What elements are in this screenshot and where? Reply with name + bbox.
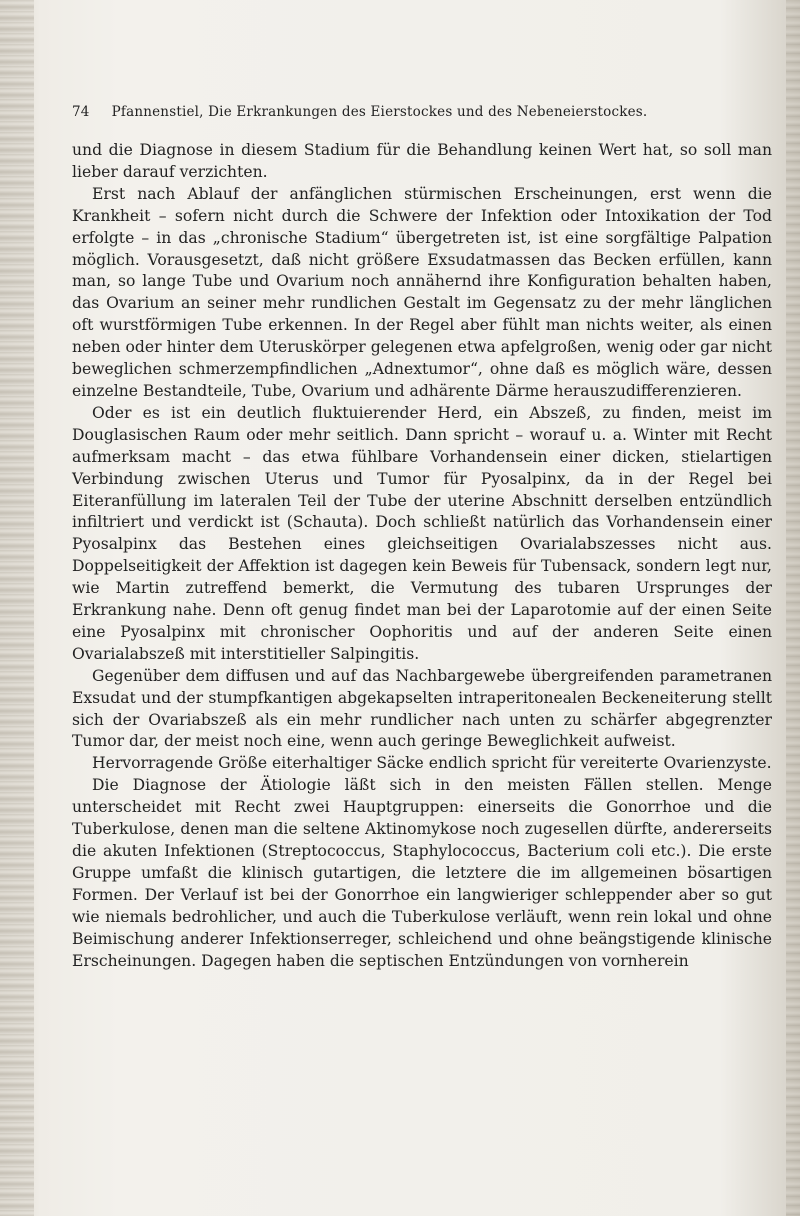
paragraph: Gegenüber dem diffusen und auf das Nachbargewebe übergreifenden parametranen Exsudat und der stumpfkantigen abgekapselten intraperitonealen Beckeneiterung stellt sich der Ovariabszeß als ein mehr rundlicher nach unten zu schärfer abgegrenzter Tumor dar, der meist noch eine, wenn auch geringe Beweglichkeit aufweist. bbox=[72, 666, 772, 751]
book-spine-shadow bbox=[0, 0, 34, 1216]
paragraph: Erst nach Ablauf der anfänglichen stürmischen Erscheinungen, erst wenn die Krankheit – sofern nicht durch die Schwere der Infektion oder Intoxikation der Tod erfolgte – in das „chronische Stadium“ übergetreten ist, ist eine sorgfältige Palpation möglich. Vorausgesetzt, daß nicht größere Exsudatmassen das Becken erfüllen, kann man, so lange Tube und Ovarium noch annähernd ihre Konfiguration behalten haben, das Ovarium an seiner mehr rundlichen Gestalt im Gegensatz zu der mehr länglichen oft wurstförmigen Tube erkennen. In der Regel aber fühlt man nichts weiter, als einen neben oder hinter dem Uteruskörper gelegenen etwa apfelgroßen, wenig oder gar nicht beweglichen schmerzempfindlichen „Adnextumor“, ohne daß es möglich wäre, dessen einzelne Bestandteile, Tube, Ovarium und adhärente Därme herauszudifferenzieren. bbox=[72, 184, 772, 400]
paragraph: Oder es ist ein deutlich fluktuierender Herd, ein Abszeß, zu finden, meist im Douglasischen Raum oder mehr seitlich. Dann spricht – worauf u. a. Winter mit Recht aufmerksam macht – das etwa fühlbare Vorhandensein einer dicken, stielartigen Verbindung zwischen Uterus und Tumor für Pyosalpinx, da in der Regel bei Eiteranfüllung im lateralen Teil der Tube der uterine Abschnitt derselben entzündlich infiltriert und verdickt ist (Schauta). Doch schließt natürlich das Vorhandensein einer Pyosalpinx das Bestehen eines gleichseitigen Ovarialabszesses nicht aus. Doppelseitigkeit der Affektion ist dagegen kein Beweis für Tubensack, sondern legt nur, wie Martin zutreffend bemerkt, die Vermutung des tubaren Ursprunges der Erkrankung nahe. Denn oft genug findet man bei der Laparotomie auf der einen Seite eine Pyosalpinx mit chronischer Oophoritis und auf der anderen Seite einen Ovarialabszeß mit interstitieller Salpingitis. bbox=[72, 403, 772, 663]
page-edge bbox=[786, 0, 800, 1216]
running-title: Pfannenstiel, Die Erkrankungen des Eierstockes und des Nebeneierstockes. bbox=[111, 104, 648, 120]
paragraph: und die Diagnose in diesem Stadium für die Behandlung keinen Wert hat, so soll man lieber darauf verzichten. bbox=[72, 141, 772, 181]
body-text bbox=[72, 140, 772, 972]
paragraph: Die Diagnose der Ätiologie läßt sich in den meisten Fällen stellen. Menge unterscheidet mit Recht zwei Hauptgruppen: einerseits die Gonorrhoe und die Tuberkulose, denen man die seltene Aktinomykose noch zugesellen dürfte, andererseits die akuten Infektionen (Streptococcus, Staphylococcus, Bacterium coli etc.). Die erste Gruppe umfaßt die klinisch gutartigen, die letztere die im allgemeinen bösartigen Formen. Der Verlauf ist bei der Gonorrhoe ein langwieriger schleppender aber so gut wie niemals bedrohlicher, und auch die Tuberkulose verläuft, wenn rein lokal und ohne Beimischung anderer Infektionserreger, schleichend und ohne beängstigende klinische Erscheinungen. Dagegen haben die septischen Entzündungen von vornherein bbox=[72, 776, 772, 970]
paragraph: Hervorragende Größe eiterhaltiger Säcke endlich spricht für vereiterte Ovarienzyste. bbox=[92, 754, 772, 773]
page-number: 74 bbox=[72, 104, 90, 120]
running-header bbox=[72, 104, 772, 120]
